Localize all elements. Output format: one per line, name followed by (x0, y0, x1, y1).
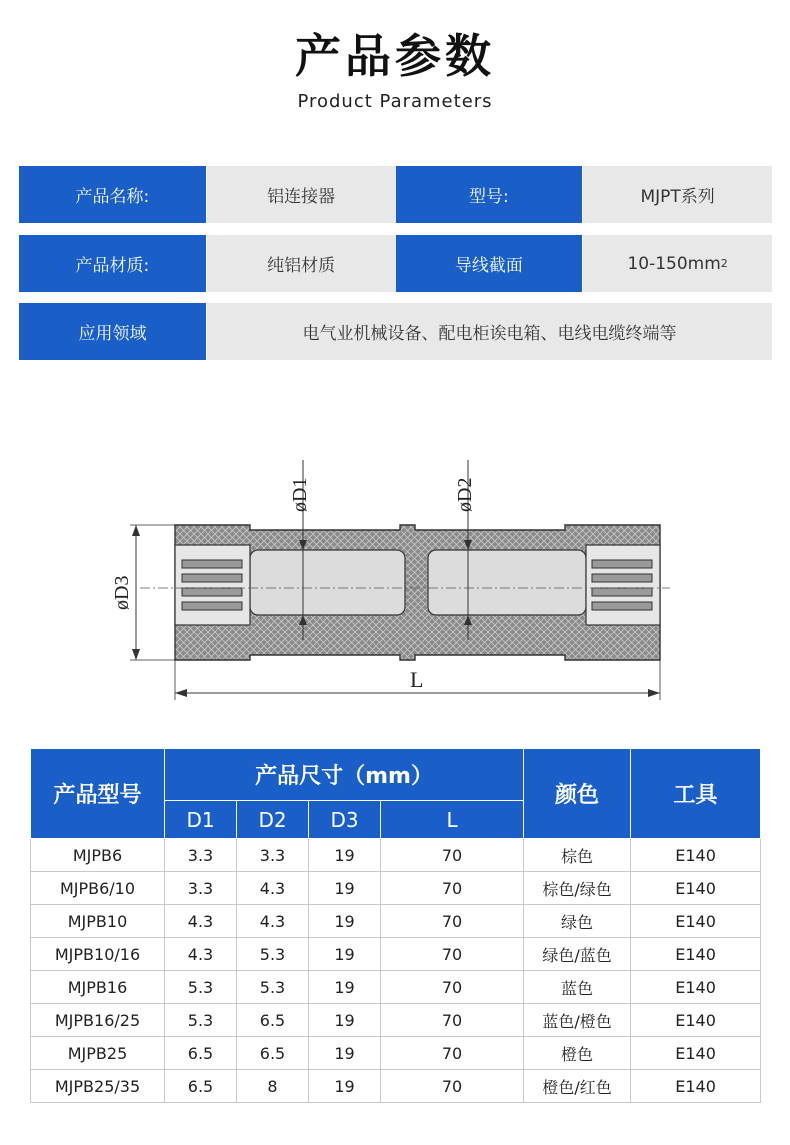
cell-d1: 6.5 (165, 1070, 237, 1103)
cell-l: 70 (381, 971, 524, 1004)
cell-l: 70 (381, 938, 524, 971)
table-row (31, 1037, 761, 1070)
l-arrow-right (648, 689, 660, 697)
cell-d2: 5.3 (237, 938, 309, 971)
label-d2: øD2 (454, 477, 476, 512)
cell-d3: 19 (309, 1070, 381, 1103)
cell-model: MJPB16/25 (31, 1004, 165, 1037)
cell-d3: 19 (309, 1004, 381, 1037)
left-bore (250, 550, 405, 615)
cell-tool: E140 (631, 938, 761, 971)
cell-d1: 5.3 (165, 1004, 237, 1037)
cell-d1: 4.3 (165, 905, 237, 938)
page-subtitle: Product Parameters (297, 91, 493, 112)
cell-d3: 19 (309, 1037, 381, 1070)
cell-model: MJPB16 (31, 971, 165, 1004)
param-label-name: 产品名称: (19, 166, 206, 223)
cell-model: MJPB6 (31, 839, 165, 872)
param-row-2 (19, 235, 772, 292)
cell-tool: E140 (631, 905, 761, 938)
cell-d3: 19 (309, 905, 381, 938)
param-value-model: MJPT系列 (583, 166, 772, 223)
cell-model: MJPB6/10 (31, 872, 165, 905)
cell-model: MJPB10/16 (31, 938, 165, 971)
table-row (31, 872, 761, 905)
cell-tool: E140 (631, 872, 761, 905)
cell-color: 绿色 (524, 905, 631, 938)
table-row (31, 971, 761, 1004)
param-label-model: 型号: (396, 166, 583, 223)
d3-arrow-bottom (132, 649, 140, 660)
label-d3: øD3 (111, 575, 133, 610)
param-value-name: 铝连接器 (207, 166, 396, 223)
cell-model: MJPB10 (31, 905, 165, 938)
cell-d1: 3.3 (165, 872, 237, 905)
param-row-1 (19, 166, 772, 223)
cell-d2: 4.3 (237, 872, 309, 905)
table-row (31, 938, 761, 971)
cell-tool: E140 (631, 971, 761, 1004)
th-tool: 工具 (631, 749, 761, 839)
table-row (31, 1070, 761, 1103)
cell-d1: 4.3 (165, 938, 237, 971)
cell-d3: 19 (309, 971, 381, 1004)
param-value-section (583, 235, 772, 292)
param-row-3 (19, 303, 772, 360)
cell-d2: 8 (237, 1070, 309, 1103)
th-model: 产品型号 (31, 749, 165, 839)
cell-d1: 3.3 (165, 839, 237, 872)
cell-tool: E140 (631, 1070, 761, 1103)
left-socket (175, 545, 250, 625)
cell-l: 70 (381, 839, 524, 872)
connector-diagram (110, 450, 680, 710)
cell-color: 蓝色/橙色 (524, 1004, 631, 1037)
cell-model: MJPB25 (31, 1037, 165, 1070)
cell-color: 绿色/蓝色 (524, 938, 631, 971)
cell-tool: E140 (631, 839, 761, 872)
cell-l: 70 (381, 1004, 524, 1037)
spec-table (30, 748, 761, 1103)
cell-l: 70 (381, 872, 524, 905)
cell-d3: 19 (309, 872, 381, 905)
cell-d3: 19 (309, 839, 381, 872)
cell-color: 橙色/红色 (524, 1070, 631, 1103)
th-size: 产品尺寸（mm） (165, 749, 524, 801)
l-arrow-left (175, 689, 187, 697)
cell-d2: 3.3 (237, 839, 309, 872)
spec-table-body (31, 839, 761, 1103)
label-d1: øD1 (289, 477, 311, 512)
cell-d3: 19 (309, 938, 381, 971)
th-color: 颜色 (524, 749, 631, 839)
section-value: 10-150mm (627, 253, 721, 274)
cell-l: 70 (381, 1070, 524, 1103)
cell-d1: 5.3 (165, 971, 237, 1004)
table-row (31, 905, 761, 938)
cell-l: 70 (381, 905, 524, 938)
param-value-application: 电气业机械设备、配电柜诶电箱、电线电缆终端等 (207, 303, 772, 360)
param-label-material: 产品材质: (19, 235, 206, 292)
cell-tool: E140 (631, 1037, 761, 1070)
page-title: 产品参数 (295, 29, 495, 83)
section-unit-sup: 2 (720, 257, 728, 270)
th-d2: D2 (237, 801, 309, 839)
cell-color: 棕色/绿色 (524, 872, 631, 905)
cell-l: 70 (381, 1037, 524, 1070)
cell-d2: 6.5 (237, 1037, 309, 1070)
cell-d2: 6.5 (237, 1004, 309, 1037)
right-socket (586, 545, 660, 625)
label-l: L (410, 667, 424, 692)
th-d3: D3 (309, 801, 381, 839)
th-l: L (381, 801, 524, 839)
cell-d1: 6.5 (165, 1037, 237, 1070)
cell-d2: 5.3 (237, 971, 309, 1004)
param-label-section: 导线截面 (396, 235, 583, 292)
param-label-application: 应用领域 (19, 303, 206, 360)
d3-arrow-top (132, 525, 140, 536)
param-value-material: 纯铝材质 (207, 235, 396, 292)
table-row (31, 839, 761, 872)
cell-color: 棕色 (524, 839, 631, 872)
th-d1: D1 (165, 801, 237, 839)
cell-d2: 4.3 (237, 905, 309, 938)
cell-color: 蓝色 (524, 971, 631, 1004)
cell-model: MJPB25/35 (31, 1070, 165, 1103)
cell-tool: E140 (631, 1004, 761, 1037)
right-bore (428, 550, 586, 615)
cell-color: 橙色 (524, 1037, 631, 1070)
table-row (31, 1004, 761, 1037)
